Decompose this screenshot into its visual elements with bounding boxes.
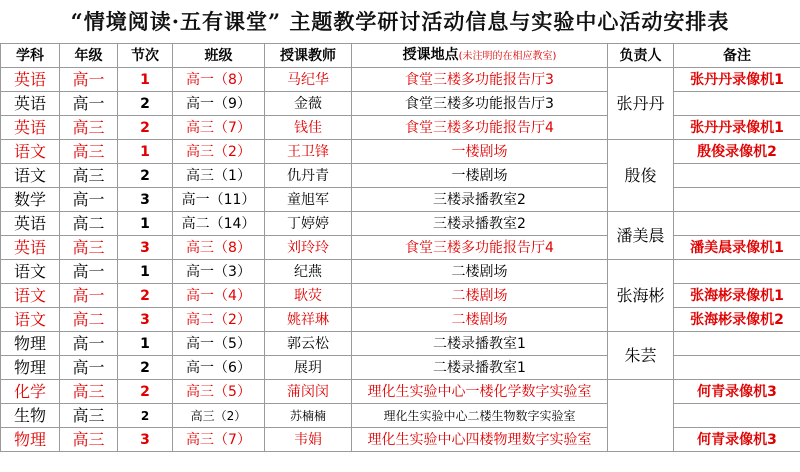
cell-location: 二楼剧场 <box>352 260 608 284</box>
table-row <box>1 356 800 380</box>
header-remark: 备注 <box>674 44 800 68</box>
header-subject: 学科 <box>1 44 60 68</box>
table-row <box>1 428 800 452</box>
cell-subject: 英语 <box>1 236 60 260</box>
cell-remark <box>674 356 800 380</box>
cell-subject: 英语 <box>1 116 60 140</box>
cell-location: 食堂三楼多功能报告厅3 <box>352 68 608 92</box>
cell-teacher: 金薇 <box>265 92 352 116</box>
cell-subject: 物理 <box>1 356 60 380</box>
table-row <box>1 68 800 92</box>
cell-remark <box>674 332 800 356</box>
cell-remark <box>674 164 800 188</box>
cell-subject: 数学 <box>1 188 60 212</box>
cell-location: 食堂三楼多功能报告厅4 <box>352 236 608 260</box>
table-row <box>1 404 800 428</box>
cell-class: 高一（11） <box>173 188 265 212</box>
header-grade: 年级 <box>60 44 118 68</box>
cell-remark <box>674 188 800 212</box>
cell-subject: 语文 <box>1 140 60 164</box>
header-owner: 负责人 <box>608 44 674 68</box>
table-row <box>1 92 800 116</box>
cell-subject: 语文 <box>1 284 60 308</box>
header-row <box>1 44 800 68</box>
cell-subject: 化学 <box>1 380 60 404</box>
cell-period: 3 <box>118 188 173 212</box>
cell-period: 1 <box>118 140 173 164</box>
cell-location: 二楼录播教室1 <box>352 356 608 380</box>
cell-location: 一楼剧场 <box>352 164 608 188</box>
cell-grade: 高一 <box>60 284 118 308</box>
header-teacher: 授课教师 <box>265 44 352 68</box>
cell-location: 二楼剧场 <box>352 284 608 308</box>
cell-period: 2 <box>118 284 173 308</box>
page-title: “情境阅读·五有课堂” 主题教学研讨活动信息与实验中心活动安排表 <box>70 9 730 34</box>
cell-period: 1 <box>118 260 173 284</box>
cell-location: 理化生实验中心四楼物理数字实验室 <box>352 428 608 452</box>
cell-class: 高三（2） <box>173 404 265 428</box>
schedule-body <box>1 68 800 452</box>
cell-location: 二楼录播教室1 <box>352 332 608 356</box>
header-period: 节次 <box>118 44 173 68</box>
cell-period: 1 <box>118 68 173 92</box>
cell-subject: 物理 <box>1 428 60 452</box>
cell-class: 高三（8） <box>173 236 265 260</box>
cell-teacher: 马纪华 <box>265 68 352 92</box>
header-location-note: (未注明的在相应教室) <box>458 50 557 62</box>
table-row <box>1 116 800 140</box>
cell-teacher: 仇丹青 <box>265 164 352 188</box>
cell-remark: 张海彬录像机1 <box>674 284 800 308</box>
cell-location: 食堂三楼多功能报告厅4 <box>352 116 608 140</box>
table-row <box>1 380 800 404</box>
cell-period: 2 <box>118 92 173 116</box>
cell-period: 3 <box>118 236 173 260</box>
cell-subject: 语文 <box>1 308 60 332</box>
cell-owner: 朱芸 <box>608 332 674 380</box>
cell-teacher: 刘玲玲 <box>265 236 352 260</box>
table-row <box>1 284 800 308</box>
cell-period: 2 <box>118 164 173 188</box>
cell-grade: 高二 <box>60 308 118 332</box>
cell-class: 高三（1） <box>173 164 265 188</box>
cell-period: 1 <box>118 332 173 356</box>
cell-teacher: 展玥 <box>265 356 352 380</box>
cell-class: 高三（2） <box>173 140 265 164</box>
cell-owner: 张丹丹 <box>608 68 674 140</box>
cell-class: 高一（5） <box>173 332 265 356</box>
cell-teacher: 王卫锋 <box>265 140 352 164</box>
table-row <box>1 236 800 260</box>
cell-class: 高三（5） <box>173 380 265 404</box>
cell-grade: 高一 <box>60 92 118 116</box>
cell-class: 高一（4） <box>173 284 265 308</box>
cell-remark <box>674 212 800 236</box>
cell-period: 3 <box>118 428 173 452</box>
header-location <box>352 44 608 68</box>
cell-subject: 语文 <box>1 164 60 188</box>
header-location-label: 授课地点 <box>402 46 459 63</box>
cell-teacher: 姚祥琳 <box>265 308 352 332</box>
cell-grade: 高一 <box>60 332 118 356</box>
cell-teacher: 纪燕 <box>265 260 352 284</box>
cell-remark: 潘美晨录像机1 <box>674 236 800 260</box>
cell-location: 理化生实验中心一楼化学数字实验室 <box>352 380 608 404</box>
cell-subject: 英语 <box>1 212 60 236</box>
cell-location: 三楼录播教室2 <box>352 188 608 212</box>
cell-teacher: 韦娟 <box>265 428 352 452</box>
cell-remark: 何青录像机3 <box>674 428 800 452</box>
cell-teacher: 苏楠楠 <box>265 404 352 428</box>
cell-class: 高二（14） <box>173 212 265 236</box>
cell-class: 高一（3） <box>173 260 265 284</box>
table-row <box>1 164 800 188</box>
cell-location: 理化生实验中心二楼生物数字实验室 <box>352 404 608 428</box>
cell-teacher: 耿荧 <box>265 284 352 308</box>
cell-grade: 高二 <box>60 212 118 236</box>
cell-subject: 生物 <box>1 404 60 428</box>
table-row <box>1 260 800 284</box>
cell-teacher: 郭云松 <box>265 332 352 356</box>
cell-grade: 高三 <box>60 404 118 428</box>
cell-grade: 高三 <box>60 140 118 164</box>
cell-class: 高三（7） <box>173 428 265 452</box>
cell-remark <box>674 260 800 284</box>
cell-grade: 高一 <box>60 68 118 92</box>
cell-location: 食堂三楼多功能报告厅3 <box>352 92 608 116</box>
table-row <box>1 140 800 164</box>
cell-period: 1 <box>118 212 173 236</box>
cell-class: 高二（2） <box>173 308 265 332</box>
cell-teacher: 丁婷婷 <box>265 212 352 236</box>
cell-grade: 高三 <box>60 164 118 188</box>
cell-grade: 高三 <box>60 428 118 452</box>
cell-teacher: 蒲闵闵 <box>265 380 352 404</box>
cell-owner: 张海彬 <box>608 260 674 332</box>
cell-teacher: 钱佳 <box>265 116 352 140</box>
cell-period: 2 <box>118 356 173 380</box>
cell-location: 二楼剧场 <box>352 308 608 332</box>
cell-grade: 高一 <box>60 356 118 380</box>
cell-subject: 语文 <box>1 260 60 284</box>
cell-remark: 何青录像机3 <box>674 380 800 404</box>
cell-period: 2 <box>118 116 173 140</box>
cell-remark: 殷俊录像机2 <box>674 140 800 164</box>
cell-subject: 物理 <box>1 332 60 356</box>
cell-owner: 殷俊 <box>608 140 674 212</box>
cell-period: 2 <box>118 380 173 404</box>
cell-class: 高一（6） <box>173 356 265 380</box>
table-row <box>1 212 800 236</box>
cell-remark <box>674 404 800 428</box>
cell-subject: 英语 <box>1 68 60 92</box>
cell-remark: 张丹丹录像机1 <box>674 116 800 140</box>
cell-period: 3 <box>118 308 173 332</box>
table-row <box>1 308 800 332</box>
cell-remark <box>674 92 800 116</box>
cell-class: 高一（9） <box>173 92 265 116</box>
cell-location: 三楼录播教室2 <box>352 212 608 236</box>
schedule-table <box>0 43 800 452</box>
cell-grade: 高一 <box>60 188 118 212</box>
cell-grade: 高三 <box>60 236 118 260</box>
cell-location: 一楼剧场 <box>352 140 608 164</box>
cell-subject: 英语 <box>1 92 60 116</box>
table-row <box>1 332 800 356</box>
cell-class: 高一（8） <box>173 68 265 92</box>
cell-grade: 高一 <box>60 260 118 284</box>
cell-teacher: 童旭军 <box>265 188 352 212</box>
cell-owner <box>608 380 674 452</box>
cell-owner: 潘美晨 <box>608 212 674 260</box>
header-class: 班级 <box>173 44 265 68</box>
cell-remark: 张海彬录像机2 <box>674 308 800 332</box>
cell-grade: 高三 <box>60 116 118 140</box>
cell-period: 2 <box>118 404 173 428</box>
table-row <box>1 188 800 212</box>
cell-class: 高三（7） <box>173 116 265 140</box>
cell-grade: 高三 <box>60 380 118 404</box>
cell-remark: 张丹丹录像机1 <box>674 68 800 92</box>
